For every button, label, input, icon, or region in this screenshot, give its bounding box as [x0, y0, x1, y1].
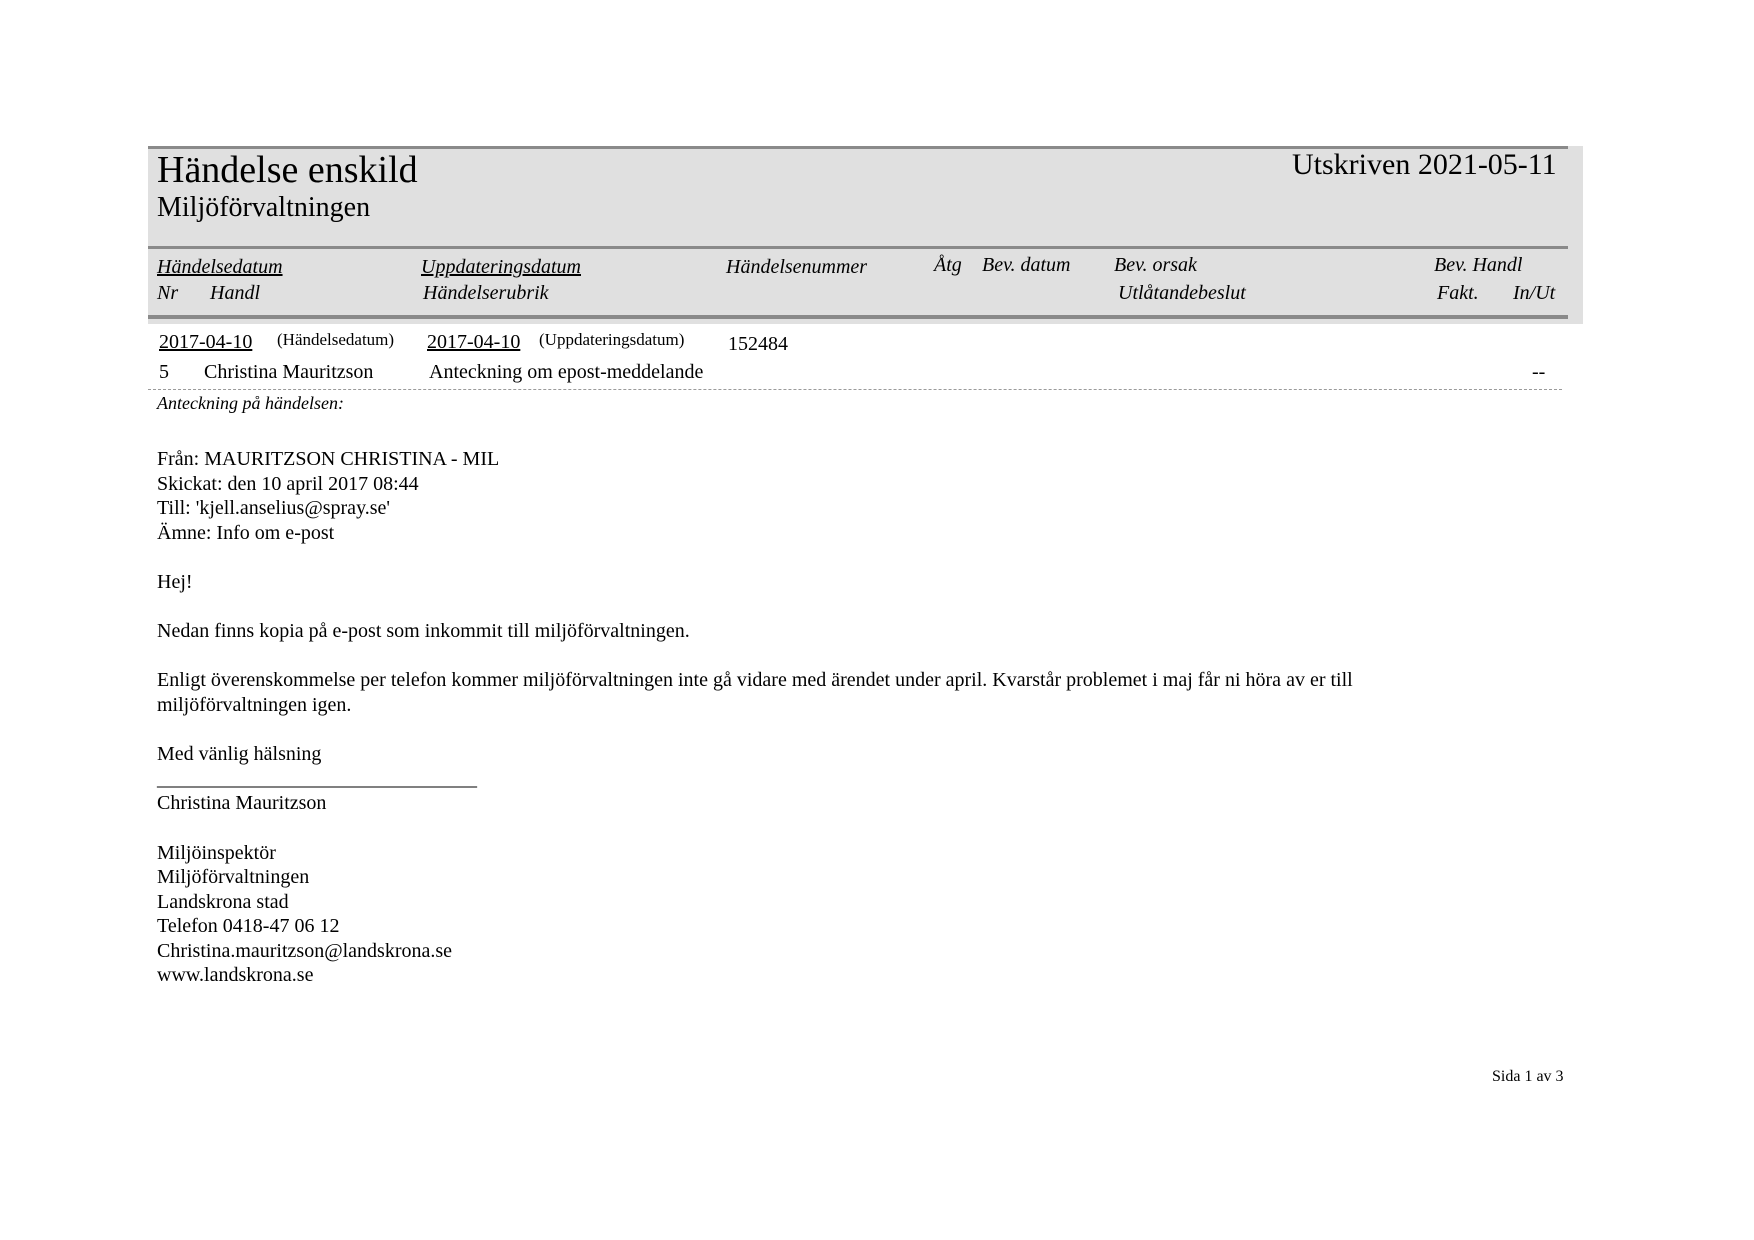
note-line: ________________________________ — [157, 767, 477, 790]
event-date-label: (Händelsedatum) — [277, 330, 395, 349]
col-bev-datum: Bev. datum — [982, 254, 1071, 276]
note-line: Med vänlig hälsning — [157, 743, 322, 766]
col-bev-orsak: Bev. orsak — [1114, 254, 1197, 276]
note-line: miljöförvaltningen igen. — [157, 693, 352, 716]
record-nr: 5 — [159, 361, 169, 383]
note-line: Miljöförvaltningen — [157, 866, 310, 889]
note-line: Skickat: den 10 april 2017 08:44 — [157, 472, 419, 495]
bottom-rule — [148, 315, 1568, 319]
note-line: Ämne: Info om e-post — [157, 521, 335, 544]
update-date-label: (Uppdateringsdatum) — [539, 330, 685, 349]
record-in-ut: -- — [1532, 361, 1546, 383]
note-line: Christina Mauritzson — [157, 792, 327, 815]
col-handelsenummer: Händelsenummer — [726, 256, 868, 278]
note-line: www.landskrona.se — [157, 964, 314, 987]
col-handl: Handl — [210, 282, 260, 304]
document-subtitle: Miljöförvaltningen — [157, 192, 371, 223]
note-line: Telefon 0418-47 06 12 — [157, 915, 340, 938]
note-line: Från: MAURITZSON CHRISTINA - MIL — [157, 448, 500, 470]
row-separator — [148, 389, 1562, 390]
col-handelserubrik: Händelserubrik — [423, 282, 549, 304]
col-atg: Åtg — [934, 254, 962, 276]
event-number: 152484 — [728, 333, 788, 355]
mid-rule — [148, 246, 1568, 249]
note-line: Miljöinspektör — [157, 841, 276, 864]
col-fakt: Fakt. — [1437, 282, 1479, 304]
printed-date: Utskriven 2021-05-11 — [1292, 148, 1557, 181]
record-heading: Anteckning om epost-meddelande — [429, 361, 704, 383]
col-utlatandebeslut: Utlåtandebeslut — [1118, 282, 1246, 304]
col-uppdateringsdatum: Uppdateringsdatum — [421, 256, 581, 278]
col-nr: Nr — [157, 282, 179, 304]
col-bev-handl: Bev. Handl — [1434, 254, 1523, 276]
note-line: Landskrona stad — [157, 890, 289, 913]
page-number: Sida 1 av 3 — [1492, 1068, 1564, 1085]
note-body — [157, 447, 1457, 988]
note-line — [157, 816, 1457, 841]
note-line — [157, 644, 1457, 669]
update-date: 2017-04-10 — [427, 331, 521, 353]
record-handler: Christina Mauritzson — [204, 361, 374, 383]
note-line: Nedan finns kopia på e-post som inkommit till miljöförvaltningen. — [157, 620, 690, 643]
note-line — [157, 545, 1457, 570]
note-line — [157, 718, 1457, 743]
event-date: 2017-04-10 — [159, 331, 253, 353]
note-line: Christina.mauritzson@landskrona.se — [157, 939, 453, 962]
note-line: Enligt överenskommelse per telefon kommer miljöförvaltningen inte gå vidare med ärendet under april. Kvarstår problemet i maj får ni höra av er till — [157, 669, 1353, 692]
col-in-ut: In/Ut — [1513, 282, 1556, 304]
col-handelsedatum: Händelsedatum — [157, 256, 283, 278]
note-line: Hej! — [157, 570, 193, 593]
note-line — [157, 595, 1457, 620]
note-line: Till: 'kjell.anselius@spray.se' — [157, 497, 391, 520]
note-label: Anteckning på händelsen: — [157, 393, 344, 413]
document-title: Händelse enskild — [157, 149, 418, 191]
